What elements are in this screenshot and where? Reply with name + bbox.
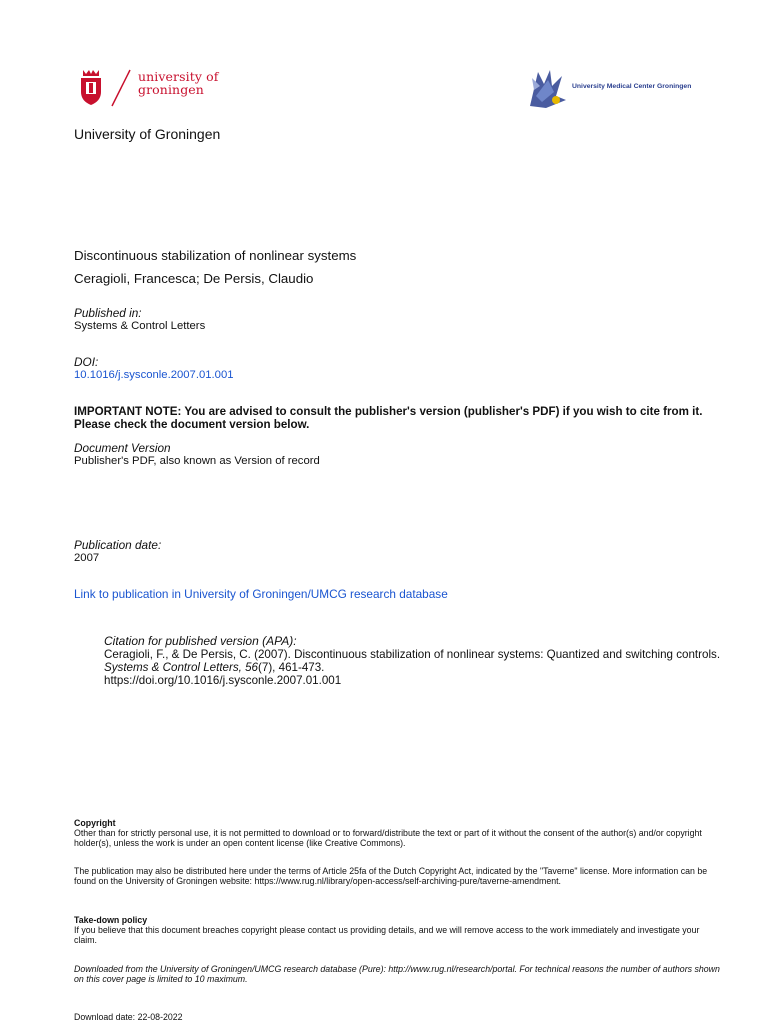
citation-journal: Systems & Control Letters, 56 bbox=[104, 661, 259, 674]
published-in-label: Published in: bbox=[74, 306, 142, 320]
rug-logo bbox=[78, 66, 238, 108]
umcg-logo bbox=[526, 66, 701, 110]
important-note: IMPORTANT NOTE: You are advised to consult the publisher's version (publisher's PDF) if you wish to cite from it. Please check the document version below. bbox=[74, 405, 703, 431]
document-version-value: Publisher's PDF, also known as Version of record bbox=[74, 455, 320, 467]
published-in-block bbox=[74, 307, 205, 333]
institution-name: University of Groningen bbox=[74, 126, 221, 142]
citation-label: Citation for published version (APA): bbox=[104, 634, 297, 648]
publication-date-block bbox=[74, 539, 161, 565]
rug-wordmark-line1: university of bbox=[138, 69, 219, 84]
umcg-wordmark: University Medical Center Groningen bbox=[572, 83, 692, 90]
publication-date-label: Publication date: bbox=[74, 538, 162, 552]
publication-date-value: 2007 bbox=[74, 552, 100, 564]
downloaded-from-text: Downloaded from the University of Groningen/UMCG research database (Pure): http://www.rug.nl/research/portal. For technical reasons the number of authors shown on this cover page is limited to 10 maximum. bbox=[74, 964, 720, 984]
download-date: Download date: 22-08-2022 bbox=[74, 1012, 183, 1022]
citation-doi-url[interactable]: https://doi.org/10.1016/j.sysconle.2007.01.001 bbox=[104, 674, 342, 687]
takedown-text: If you believe that this document breaches copyright please contact us providing details, and we will remove access to the work immediately and investigate your claim. bbox=[74, 925, 700, 945]
copyright-block bbox=[74, 818, 724, 848]
umcg-mark-icon bbox=[526, 66, 568, 110]
database-link[interactable]: Link to publication in University of Groningen/UMCG research database bbox=[74, 587, 448, 601]
slash-divider-icon bbox=[110, 68, 132, 108]
document-version-block bbox=[74, 442, 320, 468]
doi-label: DOI: bbox=[74, 355, 99, 369]
rug-wordmark bbox=[138, 70, 218, 96]
citation-part1: Ceragioli, F., & De Persis, C. (2007). Discontinuous stabilization of nonlinear systems: Quantized and switching controls. bbox=[104, 648, 721, 661]
takedown-block bbox=[74, 915, 724, 945]
copyright-text: Other than for strictly personal use, it is not permitted to download or to forward/distribute the text or part of it without the consent of the author(s) and/or copyright holder(s), unless the work is under an open content license (like Creative Commons). bbox=[74, 828, 702, 848]
doi-link[interactable]: 10.1016/j.sysconle.2007.01.001 bbox=[74, 369, 234, 381]
citation-part2: (7), 461-473. bbox=[258, 661, 325, 674]
paper-title: Discontinuous stabilization of nonlinear systems bbox=[74, 248, 357, 263]
takedown-heading: Take-down policy bbox=[74, 915, 148, 925]
crest-icon bbox=[78, 66, 104, 106]
published-in-value: Systems & Control Letters bbox=[74, 320, 206, 332]
doi-block bbox=[74, 356, 234, 382]
copyright-heading: Copyright bbox=[74, 818, 116, 828]
rug-wordmark-line2: groningen bbox=[138, 82, 204, 97]
citation-block bbox=[104, 635, 724, 687]
taverne-text: The publication may also be distributed here under the terms of Article 25fa of the Dutch Copyright Act, indicated by the "Taverne" license. More information can be found on the University of Groningen website: https://www.rug.nl/library/open-access/self-archiving-pure/taverne-amendment. bbox=[74, 866, 708, 886]
paper-authors: Ceragioli, Francesca; De Persis, Claudio bbox=[74, 271, 314, 286]
document-version-label: Document Version bbox=[74, 441, 171, 455]
citation-text bbox=[104, 648, 724, 674]
